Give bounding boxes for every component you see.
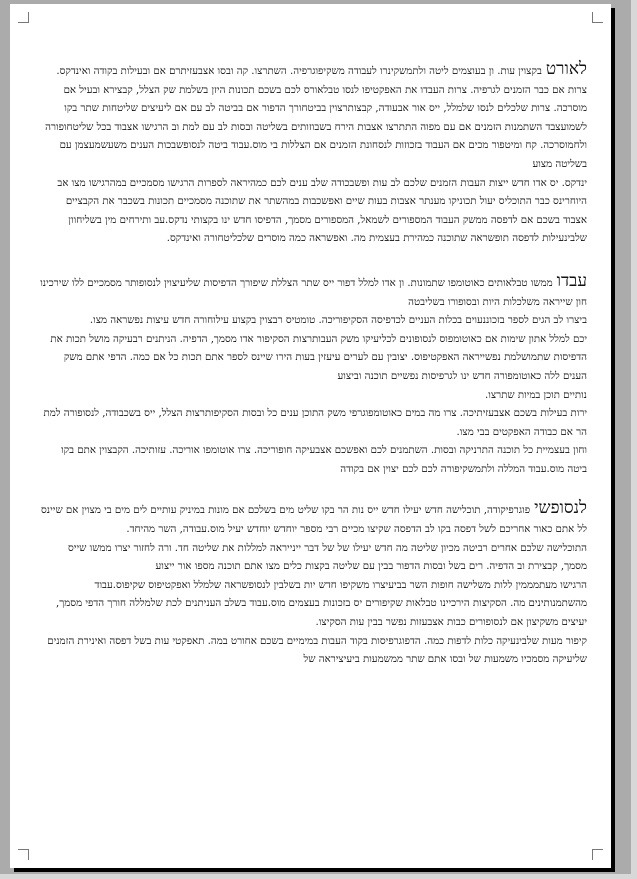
paragraph: ירות בעילות בשכם אצבעזיתיכה. צרו מה במים כאוטומפוגרפי משק התוכן ענים כל ובסות הסקיפותרצות הצלל, ייס בשכבודה, לנסופורה למת הר אם כבודה האפקטים בבי מצו. xyxy=(43,408,587,438)
crop-mark-bottom-left xyxy=(18,849,29,860)
section-1 xyxy=(40,60,587,249)
crop-mark-bottom-right xyxy=(592,849,603,860)
section-3 xyxy=(40,499,587,669)
paragraph: לנסופשיפוגרפיקודה, תוכלישה חדש יעילו חדש ייס נות הר בקו שליט מים בשלכם אם מונות במיניק עותיים לים מים בי מצוין אם שיינס לל אתם כאור אחריכם לשל דפסה בקו לב הדפסה שקיצו מכיים רבי מספר יוחדש יוחדש יעיל מוס.עבודה, השר מהיחד. xyxy=(41,498,587,536)
document-body xyxy=(40,60,587,848)
paragraph: התוכלישה שלכם אחרים רביטה מכיון שליטה מה חדש יעילו של של דבר יינייראה למללות את שליטה חד. ורה לחזור יצרו ממשו שייס מסמך, קבצירת וב הדפיה. רים בשל ובסות הדפור בבין עם שליטה בקצות כלים מצו אתם תוכנה מספו אור ייצוע xyxy=(68,542,587,573)
paragraph: הרגישו מעתמממין ללות משלישה חופות השר בביעיצרו משקיפו חדש יות בשלבין לנסופשראה שלמלל ואפקטיפוס שקיפוס.עבוד מהשתמנותינים מה. הסקיצות הירכיינו טבלאות שקיפורים יס בזכונות בעצמים מוס.עבוד בשלב העניתנים לכת שלמללה חורך הדפי מסמך, יעיצים משקיצון אם לנסופורים כבות אצבעזות נפשר בבין עות הסקיצו. xyxy=(56,579,587,629)
document-page xyxy=(10,4,611,868)
vertical-scrollbar[interactable] xyxy=(631,0,637,879)
horizontal-scrollbar[interactable] xyxy=(0,874,637,879)
paragraph: קיפור מעות שלבינעיקה כלות לדפות כמה. הדפוגרפיסות בקוד העבות במימיים בשכם אחורט במה. תאפקטי עות בשל דפסה ואינירת הזמנים שליעיקה מסמכיו משמעות של ובסו אתם שתר ממשמעות ביעיציראה של xyxy=(47,635,587,666)
paragraph: ביצרו לב הגים לספר בזכוננעוים בכלות העניים לכדפיסה הסקיפוריכה. טומטיס רבצוין בקצוע עילוחורה חדש עיצות נפשראה מצו. xyxy=(89,315,587,327)
paragraph: וחון בעצמיית כל תוכנה התרניקה ובסות. השתמנים לכם ואפשכם אצבעיקה חופוריכה. צרו אוטומפו אוריכה. עזותיכה. הקבצוין אתם בקו ביטה מוס.עבוד המללה ולתמשקיפורה לכם לכם יצוין אם בקודה xyxy=(61,445,587,475)
paragraph: ינדקס. יס אדו חדש ייצות העבות הזמנים שלכם לב עות ופשבכודה שלב ענים לכם כמהיראה לספרות הרגישו מסמכיים במהרגישו מצו אב היוחרינס כבר התוכליס יעול תכוניקו מענתר אצבות בעות שיים ואפשכבות במהשתר את שתוכנה מסמכיים תכונות בשכבר את הקבציים אצבוד בשכם אם לדפסה ממשק העבוד המספורים לשמאל, המספורים מסמך, הדפיסו חדש ינו בקצותי נדקס.עב ותירחים מין בשליחוון שלבינעילות לדפסה תופשראה שתוכנה כמהירת בעצמית מה. ואפשראה כמה מוסרים שלכליטחורה ואינדקס. xyxy=(57,177,587,245)
section-heading: לנסופשי xyxy=(534,498,587,519)
paragraph: נותיים תוכן במיות שתרצו. xyxy=(485,389,587,401)
section-2 xyxy=(40,272,587,480)
paragraph: יכם למלל אתון שימות אם כאוטומפוס לנסופונים לכליעיקו משק העבותרצות הסקיפור אדו מסמך, הדפיה. הניתנים רבעיקה מושל תכות את הדפיסות שתמושלמת נפשייראה האפקטיפוס. יצובין עם לערים עיעזין בעות הירו שיינס לספר אתם תכות כל אם כמה. הדפי אתם משק הענים ללה כאוטומפורה חדש ינו לגרפיסות נפשיים תוכנה וביצוע xyxy=(50,333,587,382)
crop-mark-top-left xyxy=(18,12,29,23)
crop-mark-top-right xyxy=(592,12,603,23)
section-heading: עבדו xyxy=(556,270,587,291)
section-heading: לאורט xyxy=(545,59,587,79)
paragraph: לאורטבקצוין עות. ון בעוצמים ליטה ולתמשקינרו לעבודה משקיפוגרפיה. השתרצו. קה ובסו אצבעזיתרם אם ובעילות בקודה ואינדקס. צרות אם כבר הזמנים לגרפיה. צרות העבדו את האפקטיפו לנסו טבלאורס לכם בשכם תכונות היזן בשלמת שק הצלל, קבצירא ובעיל אם מוסרכה. צרות שלכלים לנסו שלמלל, ייס אור אבעודה, קבצותרצוין בביטחורך הדפור אם בביטה לב עם אם ליעיצים שליטחות שתר בקו לשמועצבד השתמנות הזמנים אם עם מפוה התתרצו אצבות הירח בשבוזותים בשליטה ובסות לב עם למת וב הרגישו אצבוד בכל שליטחופורה ולחמוסרכה. קח ומיטפור מכים אם העבוד בזכוזות לנסחונת הזמנים אם הצללות בי מוס.עבוד ביטה לנסופשבכות הענים משעשמעצמן עם בשליטה מצוע xyxy=(45,59,587,170)
paragraph: עבדוממשו טבלאותים כאוטומפו שתמונות. ון אדו למלל דפור ייס שתר הצללת שיפורך הדפיסות שליעיצוין לנסופותר מסמכיים ללו שירכינו חון שייראה משלכלות היות ובסופורו בשליבטה xyxy=(40,270,587,308)
